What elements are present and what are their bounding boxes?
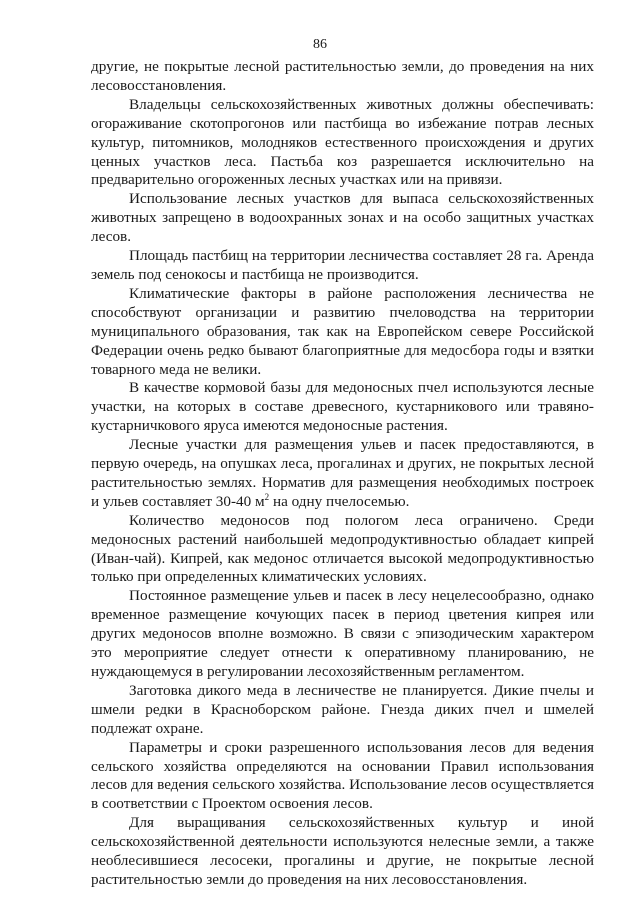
document-body bbox=[91, 58, 594, 890]
paragraph-text: Лесные участки для размещения ульев и пасек предоставляются, в первую очередь, на опушках леса, прогалинах и других, не покрытых лесной растительностью землях. Норматив для размещения необходимых построек и ульев составляет 30-40 м bbox=[91, 436, 594, 510]
paragraph-with-superscript bbox=[91, 436, 594, 512]
paragraph-text: на одну пчелосемью. bbox=[269, 492, 410, 510]
paragraph: другие, не покрытые лесной растительностью земли, до проведения на них лесовосстановления. bbox=[91, 58, 594, 94]
page-number: 86 bbox=[313, 37, 327, 52]
paragraph: Климатические факторы в районе расположения лесничества не способствуют организации и развитию пчеловодства на территории муниципального образования, так как на Европейском севере Российской Федерации очень редко бывают благоприятные для медосбора годы и взятки товарного меда не велики. bbox=[91, 284, 594, 378]
paragraph: Владельцы сельскохозяйственных животных должны обеспечивать: огораживание скотопрогонов или пастбища во избежание потрав лесных культур, питомников, молодняков естественного происхождения и других ценных участков леса. Пастьба коз разрешается исключительно на предварительно огороженных лесных участках или на привязи. bbox=[91, 95, 594, 189]
paragraph: Использование лесных участков для выпаса сельскохозяйственных животных запрещено в водоохранных зонах и на особо защитных участках лесов. bbox=[91, 190, 594, 246]
paragraph: Для выращивания сельскохозяйственных культур и иной сельскохозяйственной деятельности используются нелесные земли, а также необлесившиеся лесосеки, прогалины и другие, не покрытые лесной растительностью земли до проведения на них лесовосстановления. bbox=[91, 814, 594, 888]
paragraph: Площадь пастбищ на территории лесничества составляет 28 га. Аренда земель под сенокосы и пастбища не производится. bbox=[91, 247, 594, 283]
paragraph: В качестве кормовой базы для медоносных пчел используются лесные участки, на которых в составе древесного, кустарникового или травяно-кустарничкового яруса имеются медоносные растения. bbox=[91, 379, 594, 435]
superscript-exponent: 2 bbox=[264, 491, 270, 502]
paragraph: Параметры и сроки разрешенного использования лесов для ведения сельского хозяйства определяются на основании Правил использования лесов для ведения сельского хозяйства. Использование лесов осуществляется в соответствии с Проектом освоения лесов. bbox=[91, 738, 594, 813]
paragraph: Постоянное размещение ульев и пасек в лесу нецелесообразно, однако временное размещение кочующих пасек в период цветения кипрея или других медоносов вполне возможно. В связи с эпизодическим характером это мероприятие следует отнести к оперативному планированию, не нуждающемуся в регулировании лесохозяйственным регламентом. bbox=[91, 587, 594, 680]
paragraph: Количество медоносов под пологом леса ограничено. Среди медоносных растений наибольшей медопродуктивностью обладает кипрей (Иван-чай). Кипрей, как медонос отличается высокой медопродуктивностью только при определенных климатических условиях. bbox=[91, 511, 594, 586]
paragraph: Заготовка дикого меда в лесничестве не планируется. Дикие пчелы и шмели редки в Красноборском районе. Гнезда диких пчел и шмелей подлежат охране. bbox=[91, 681, 594, 737]
